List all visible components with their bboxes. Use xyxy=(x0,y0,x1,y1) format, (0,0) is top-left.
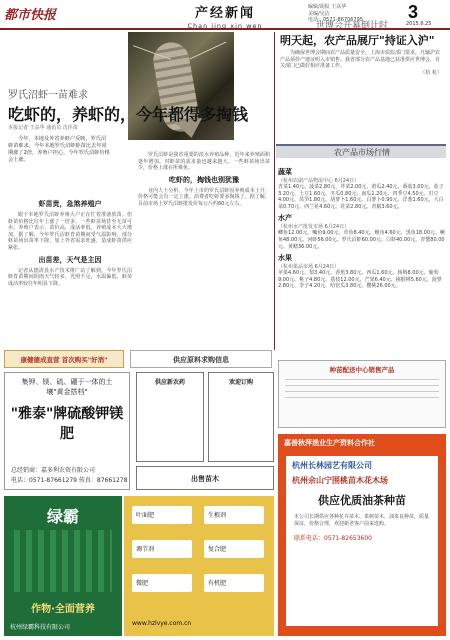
ad-seedlings: 出售苗木 xyxy=(136,466,274,490)
market-section-bar xyxy=(276,144,446,158)
website-url: www.hzlvye.com.cn xyxy=(132,620,192,627)
side-story-heading: 世博会开幕倒计时 xyxy=(316,21,389,31)
story-subhead: 出苗差，天气是主因 xyxy=(38,255,102,264)
company-subname: 杭州余山宁围桃苗木花木场 xyxy=(292,476,388,485)
story-column-a xyxy=(8,196,132,287)
lvba-logo: 绿霸 xyxy=(46,507,79,526)
section-title-cn: 产经新闻 xyxy=(194,6,255,21)
ad-nursery-panel: 杭州长林园艺有限公司 杭州余山宁围桃苗木花木场 供应优质油茶种苗 本公司长期供应各种花卉苗木、果树苗木、油茶良种苗，质量保证，价格合理，欢迎新老客户前来选购。 联系电话：0571-82653600 xyxy=(286,456,438,626)
ad-fertilizer: 集钾、镁、硫、硼于一体的土 壤"黄金搭档" "雅泰"牌硫酸钾镁肥 总经销商：嘉多利农资有限公司 电话：0571-87661279 传真：87661278 xyxy=(4,372,130,490)
market-section-title: 农产品市场行情 xyxy=(334,148,390,157)
ad-pesticide: 供应新农药 xyxy=(136,372,204,462)
divider xyxy=(285,397,439,398)
ad-fertilizer-brand: "雅泰"牌硫酸钾镁肥 xyxy=(10,406,124,442)
story-headline: 吃虾的，养虾的，今年都得多掏钱 xyxy=(8,105,249,124)
story-paragraph: 记者从德清县水产技术推广站了解到，今年罗氏沼虾育苗期间阴雨天气较多，光照不足，水温偏低，虾苗成活率较往年明显下降。 xyxy=(8,267,132,287)
editor-info: 编辑/胡侃 王高华 美编/吴洁 电话：0571-86706795 xyxy=(308,4,363,23)
section-title xyxy=(180,2,270,30)
ad-banner: 康健德成直营 首次购买"好消" xyxy=(4,350,124,368)
ad-nursery: 嘉善秋萍渔业生产资料合作社 杭州长林园艺有限公司 杭州余山宁围桃苗木花木场 供应优质油茶种苗 本公司长期供应各种花卉苗木、果树苗木、油茶良种苗，质量保证，价格合理，欢迎新老客户前来选购。 联系电话：0571-82653600 xyxy=(278,434,446,636)
market-category-name: 水产 xyxy=(278,214,292,223)
market-category-name: 水果 xyxy=(278,254,292,263)
product-cell: 生根剂 xyxy=(204,506,264,524)
page-number: 3 xyxy=(408,2,419,22)
market-prices xyxy=(278,164,446,290)
issue-date: 2015.6.25 xyxy=(406,21,432,27)
divider xyxy=(285,385,439,386)
ad-supply-info: 供应原料求购信息 xyxy=(130,350,272,368)
side-story-source: （杭 杭） xyxy=(420,69,442,76)
market-category-prices: 青菜1.40元、菠菜2.80元、芹菜2.00元、黄瓜2.40元、番茄3.00元、茄子3.20元、土豆1.60元、冬瓜0.80元、南瓜1.20元、四季豆4.50元、豇豆4.00元、莴笋1.80元、胡萝卜1.60元、白萝卜0.90元、洋葱1.60元、大白菜0.70元、西兰花4.60元、花菜2.80元、青椒3.60元。 xyxy=(278,184,444,210)
product-cell: 调节剂 xyxy=(132,540,192,558)
ad-seed-center: 种苗配送中心销售产品 xyxy=(278,360,446,428)
story-kicker: 罗氏沼虾一苗难求 xyxy=(8,90,88,101)
story-subhead: 虾苗贵，急煞养殖户 xyxy=(38,200,102,208)
company-name: 杭州长林园艺有限公司 xyxy=(292,461,372,470)
story-column-b xyxy=(138,152,270,208)
side-story-title: 明天起，农产品展厅"持证入沪" xyxy=(280,34,435,47)
story-paragraph: 罗氏沼虾是我省重要的淡水养殖品种，近年来养殖面积逐年增加，对虾苗的需求量也越来越大。一些虾苗场出苗少，价格上涨在所难免。 xyxy=(138,152,270,172)
ad-order: 欢迎订购 xyxy=(208,372,274,462)
market-category-source: （杭州农副产品物流中心 6月24日） xyxy=(278,178,360,184)
section-title-en: Chan jing xin wen xyxy=(187,22,263,30)
side-story-body: 为确保世博会期间农产品质量安全，上海市质监部门要求，凡输沪农产品须持产地证明入市销售。我省部分农产品基地已获准供应世博会，有关部门已做好相应准备工作。 （杭 杭） xyxy=(280,50,442,76)
product-cell: 复合肥 xyxy=(204,540,264,558)
ad-lvba: 绿霸 作物·全面营养 杭州绿霸科技有限公司 xyxy=(4,496,122,636)
product-cell: 微肥 xyxy=(132,574,192,592)
product-cell: 叶面肥 xyxy=(132,506,192,524)
market-category xyxy=(278,253,446,290)
story-lede: 今年，本地及外省养虾户反映，罗氏沼虾苗难求，今年本地罗氏沼虾虾苗比去年同期涨了2倍，养殖户担心，今年罗氏沼虾价格会上涨。 xyxy=(8,136,110,163)
story-byline: 本报记者 王高华 通讯员 沈佳苗 xyxy=(8,125,78,131)
market-category xyxy=(278,213,446,250)
market-category xyxy=(278,167,446,210)
contact-phone: 联系电话：0571-82653600 xyxy=(294,535,372,543)
market-category-prices: 鲫鱼12.00元、鳙鱼9.00元、草鱼8.40元、鲢鱼4.60元、黑鱼18.00元、鳜鱼48.00元、河虾56.00元、罗氏沼虾60.00元、白虾40.00元、青蟹80.00元、黄鳝36.00元。 xyxy=(278,230,446,250)
divider xyxy=(285,391,439,392)
market-category-source: （杭州水产批发市场 6月24日） xyxy=(278,224,350,231)
divider xyxy=(285,379,439,380)
story-paragraph: 业内人士分析，今年上市的罗氏沼虾因养殖成本上升，价格可能会有一定上涨。消费者吃虾要多掏钱了。据了解，目前市场上罗氏沼虾批发价每公斤约60元左右。 xyxy=(138,187,270,207)
story-subhead: 吃虾的，掏钱也别犹豫 xyxy=(169,175,239,184)
story-paragraph: 眼下本地罗氏沼虾养殖大户正在忙着准备放苗。但虾苗价格比往年上涨了一倍多，一些虾苗场甚至无苗可卖。养殖户表示，苗价高，成活率低，养殖成本大大增加。据了解，今年罗氏沼虾育苗期间受气温影响，部分虾苗场出苗率下降，加上外省需求旺盛，造成虾苗供应紧张。 xyxy=(8,212,132,251)
newspaper-brand: 都市快报 xyxy=(4,8,57,23)
ad-product-grid xyxy=(124,496,274,636)
column-divider xyxy=(274,32,275,350)
market-category-name: 蔬菜 xyxy=(278,168,292,176)
market-category-prices: 苹果4.60元、梨3.40元、香蕉3.80元、西瓜1.60元、杨梅8.00元、葡萄9.00元、桃子4.80元、荔枝12.00元、芒果6.40元、猕猴桃5.60元、菠萝2.80元、李子4.20元、哈密瓜3.80元、樱桃26.00元。 xyxy=(278,270,442,290)
plant-image xyxy=(14,530,112,592)
shrimp-antenna xyxy=(190,42,227,60)
market-category-source: （杭州果品市场 6月24日） xyxy=(278,264,340,271)
product-cell: 有机肥 xyxy=(204,574,264,592)
